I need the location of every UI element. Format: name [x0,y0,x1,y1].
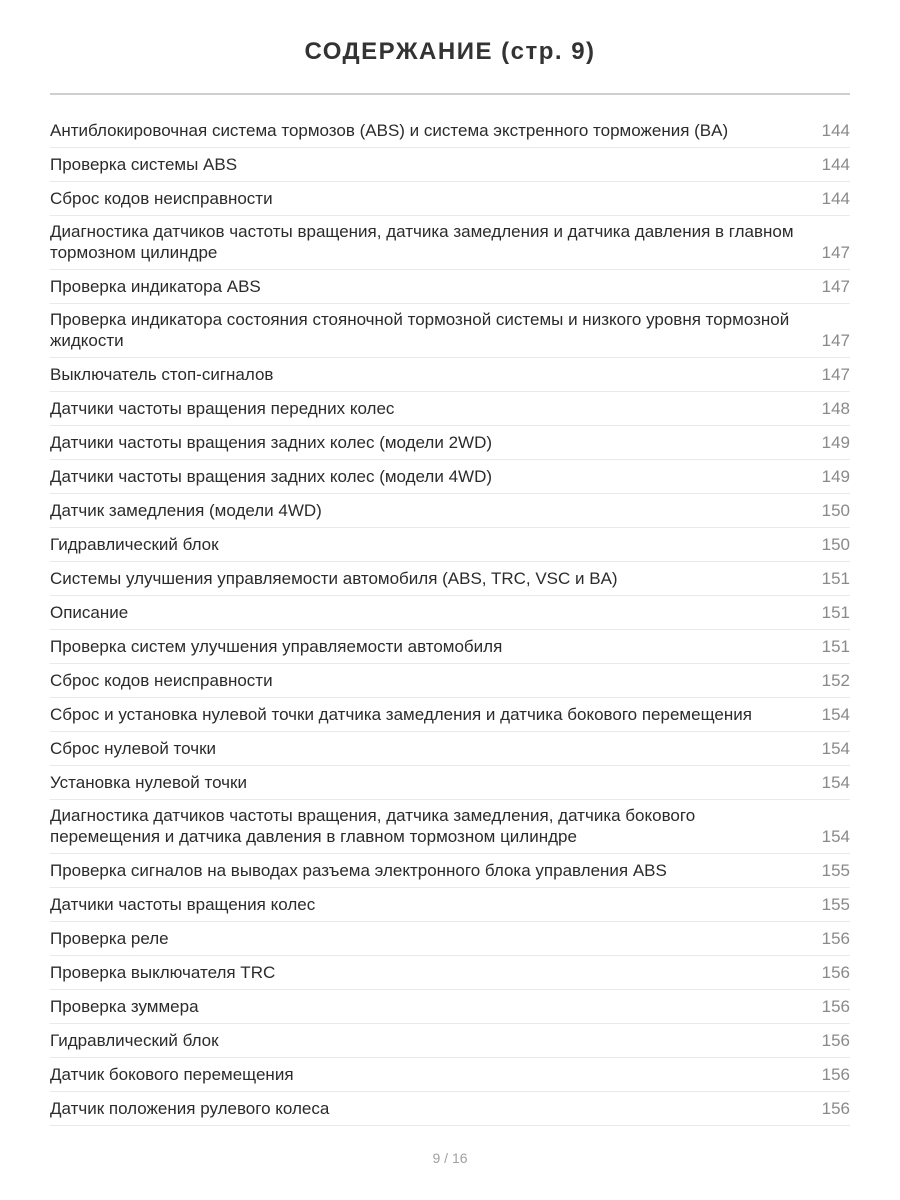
toc-entry-title: Гидравлический блок [50,534,219,554]
toc-entry-title: Проверка индикатора ABS [50,276,261,296]
toc-entry[interactable] [50,270,850,304]
toc-entry-page: 147 [821,364,850,384]
toc-entry[interactable] [50,922,850,956]
toc-entry-page: 154 [821,738,850,758]
page-indicator: 9 / 16 [432,1150,468,1166]
toc-entry-page: 149 [821,432,850,452]
toc-entry[interactable] [50,596,850,630]
toc-entry-page: 156 [821,962,850,982]
toc-entry-title: Проверка систем улучшения управляемости автомобиля [50,636,503,656]
toc-entry-title: Сброс кодов неисправности [50,188,273,208]
toc-entry-page: 144 [821,120,850,140]
toc-entry-title: Датчики частоты вращения колес [50,894,316,914]
toc-entry-title: Проверка индикатора состояния стояночной тормозной системы и низкого уровня тормозной жидкости [50,310,790,350]
toc-entry-title: Описание [50,602,129,622]
toc-entry-page: 148 [821,398,850,418]
toc-entry[interactable] [50,956,850,990]
toc-entry-title: Датчики частоты вращения передних колес [50,398,395,418]
toc-entry[interactable] [50,216,850,270]
toc-entry-page: 155 [821,860,850,880]
toc-entry[interactable] [50,304,850,358]
toc-entry[interactable] [50,888,850,922]
toc-entry-title: Диагностика датчиков частоты вращения, датчика замедления, датчика бокового перемещения и датчика давления в главном тормозном цилиндре [50,806,696,846]
toc-entry[interactable] [50,358,850,392]
toc-entry[interactable] [50,460,850,494]
toc-entry[interactable] [50,1024,850,1058]
toc-entry-title: Антиблокировочная система тормозов (ABS) и система экстренного торможения (BA) [50,120,729,140]
toc-entry-page: 155 [821,894,850,914]
toc-entry-page: 156 [821,928,850,948]
toc-entry-page: 150 [821,534,850,554]
title-divider [50,93,850,95]
toc-entry-page: 147 [821,276,850,296]
toc-entry[interactable] [50,494,850,528]
toc-entry[interactable] [50,854,850,888]
toc-entry[interactable] [50,990,850,1024]
toc-entry[interactable] [50,392,850,426]
toc-entry[interactable] [50,698,850,732]
toc-entry[interactable] [50,528,850,562]
toc-entry-page: 151 [821,602,850,622]
toc-entry-title: Сброс и установка нулевой точки датчика замедления и датчика бокового перемещения [50,704,752,724]
toc-entry-title: Проверка выключателя TRC [50,962,276,982]
toc-entry-page: 156 [821,1030,850,1050]
toc-entry-title: Сброс кодов неисправности [50,670,273,690]
toc-entry-page: 156 [821,996,850,1016]
toc-entry-page: 150 [821,500,850,520]
toc-entry-page: 154 [821,772,850,792]
toc-entry[interactable] [50,148,850,182]
page-title: СОДЕРЖАНИЕ (стр. 9) [304,38,596,65]
toc-entry[interactable] [50,1092,850,1126]
toc-entry-title: Сброс нулевой точки [50,738,217,758]
toc-entry[interactable] [50,800,850,854]
toc-entry-title: Диагностика датчиков частоты вращения, датчика замедления и датчика давления в главном тормозном цилиндре [50,222,794,262]
toc-entry-title: Датчик замедления (модели 4WD) [50,500,322,520]
toc-entry-title: Проверка системы ABS [50,154,238,174]
table-of-contents [50,114,850,1126]
toc-entry-page: 144 [821,188,850,208]
toc-entry-page: 154 [821,826,850,846]
toc-entry-title: Датчики частоты вращения задних колес (модели 4WD) [50,466,493,486]
toc-entry[interactable] [50,766,850,800]
toc-entry-page: 156 [821,1064,850,1084]
toc-entry[interactable] [50,1058,850,1092]
toc-entry[interactable] [50,182,850,216]
toc-entry-title: Датчик бокового перемещения [50,1064,294,1084]
toc-entry[interactable] [50,630,850,664]
toc-entry[interactable] [50,732,850,766]
toc-entry-page: 152 [821,670,850,690]
toc-entry-page: 154 [821,704,850,724]
toc-entry[interactable] [50,562,850,596]
toc-entry-page: 156 [821,1098,850,1118]
toc-entry-title: Установка нулевой точки [50,772,247,792]
toc-entry-page: 144 [821,154,850,174]
toc-entry-title: Выключатель стоп-сигналов [50,364,274,384]
toc-entry-page: 151 [821,568,850,588]
toc-entry-page: 151 [821,636,850,656]
toc-entry-title: Гидравлический блок [50,1030,219,1050]
toc-entry[interactable] [50,664,850,698]
toc-entry-page: 147 [821,330,850,350]
toc-entry-title: Проверка реле [50,928,169,948]
toc-entry-title: Проверка зуммера [50,996,199,1016]
toc-entry-page: 147 [821,242,850,262]
toc-entry-title: Датчик положения рулевого колеса [50,1098,330,1118]
toc-entry[interactable] [50,114,850,148]
toc-entry-title: Датчики частоты вращения задних колес (модели 2WD) [50,432,493,452]
toc-entry-title: Системы улучшения управляемости автомобиля (ABS, TRC, VSC и BA) [50,568,618,588]
toc-entry-title: Проверка сигналов на выводах разъема электронного блока управления ABS [50,860,667,880]
toc-entry-page: 149 [821,466,850,486]
toc-entry[interactable] [50,426,850,460]
